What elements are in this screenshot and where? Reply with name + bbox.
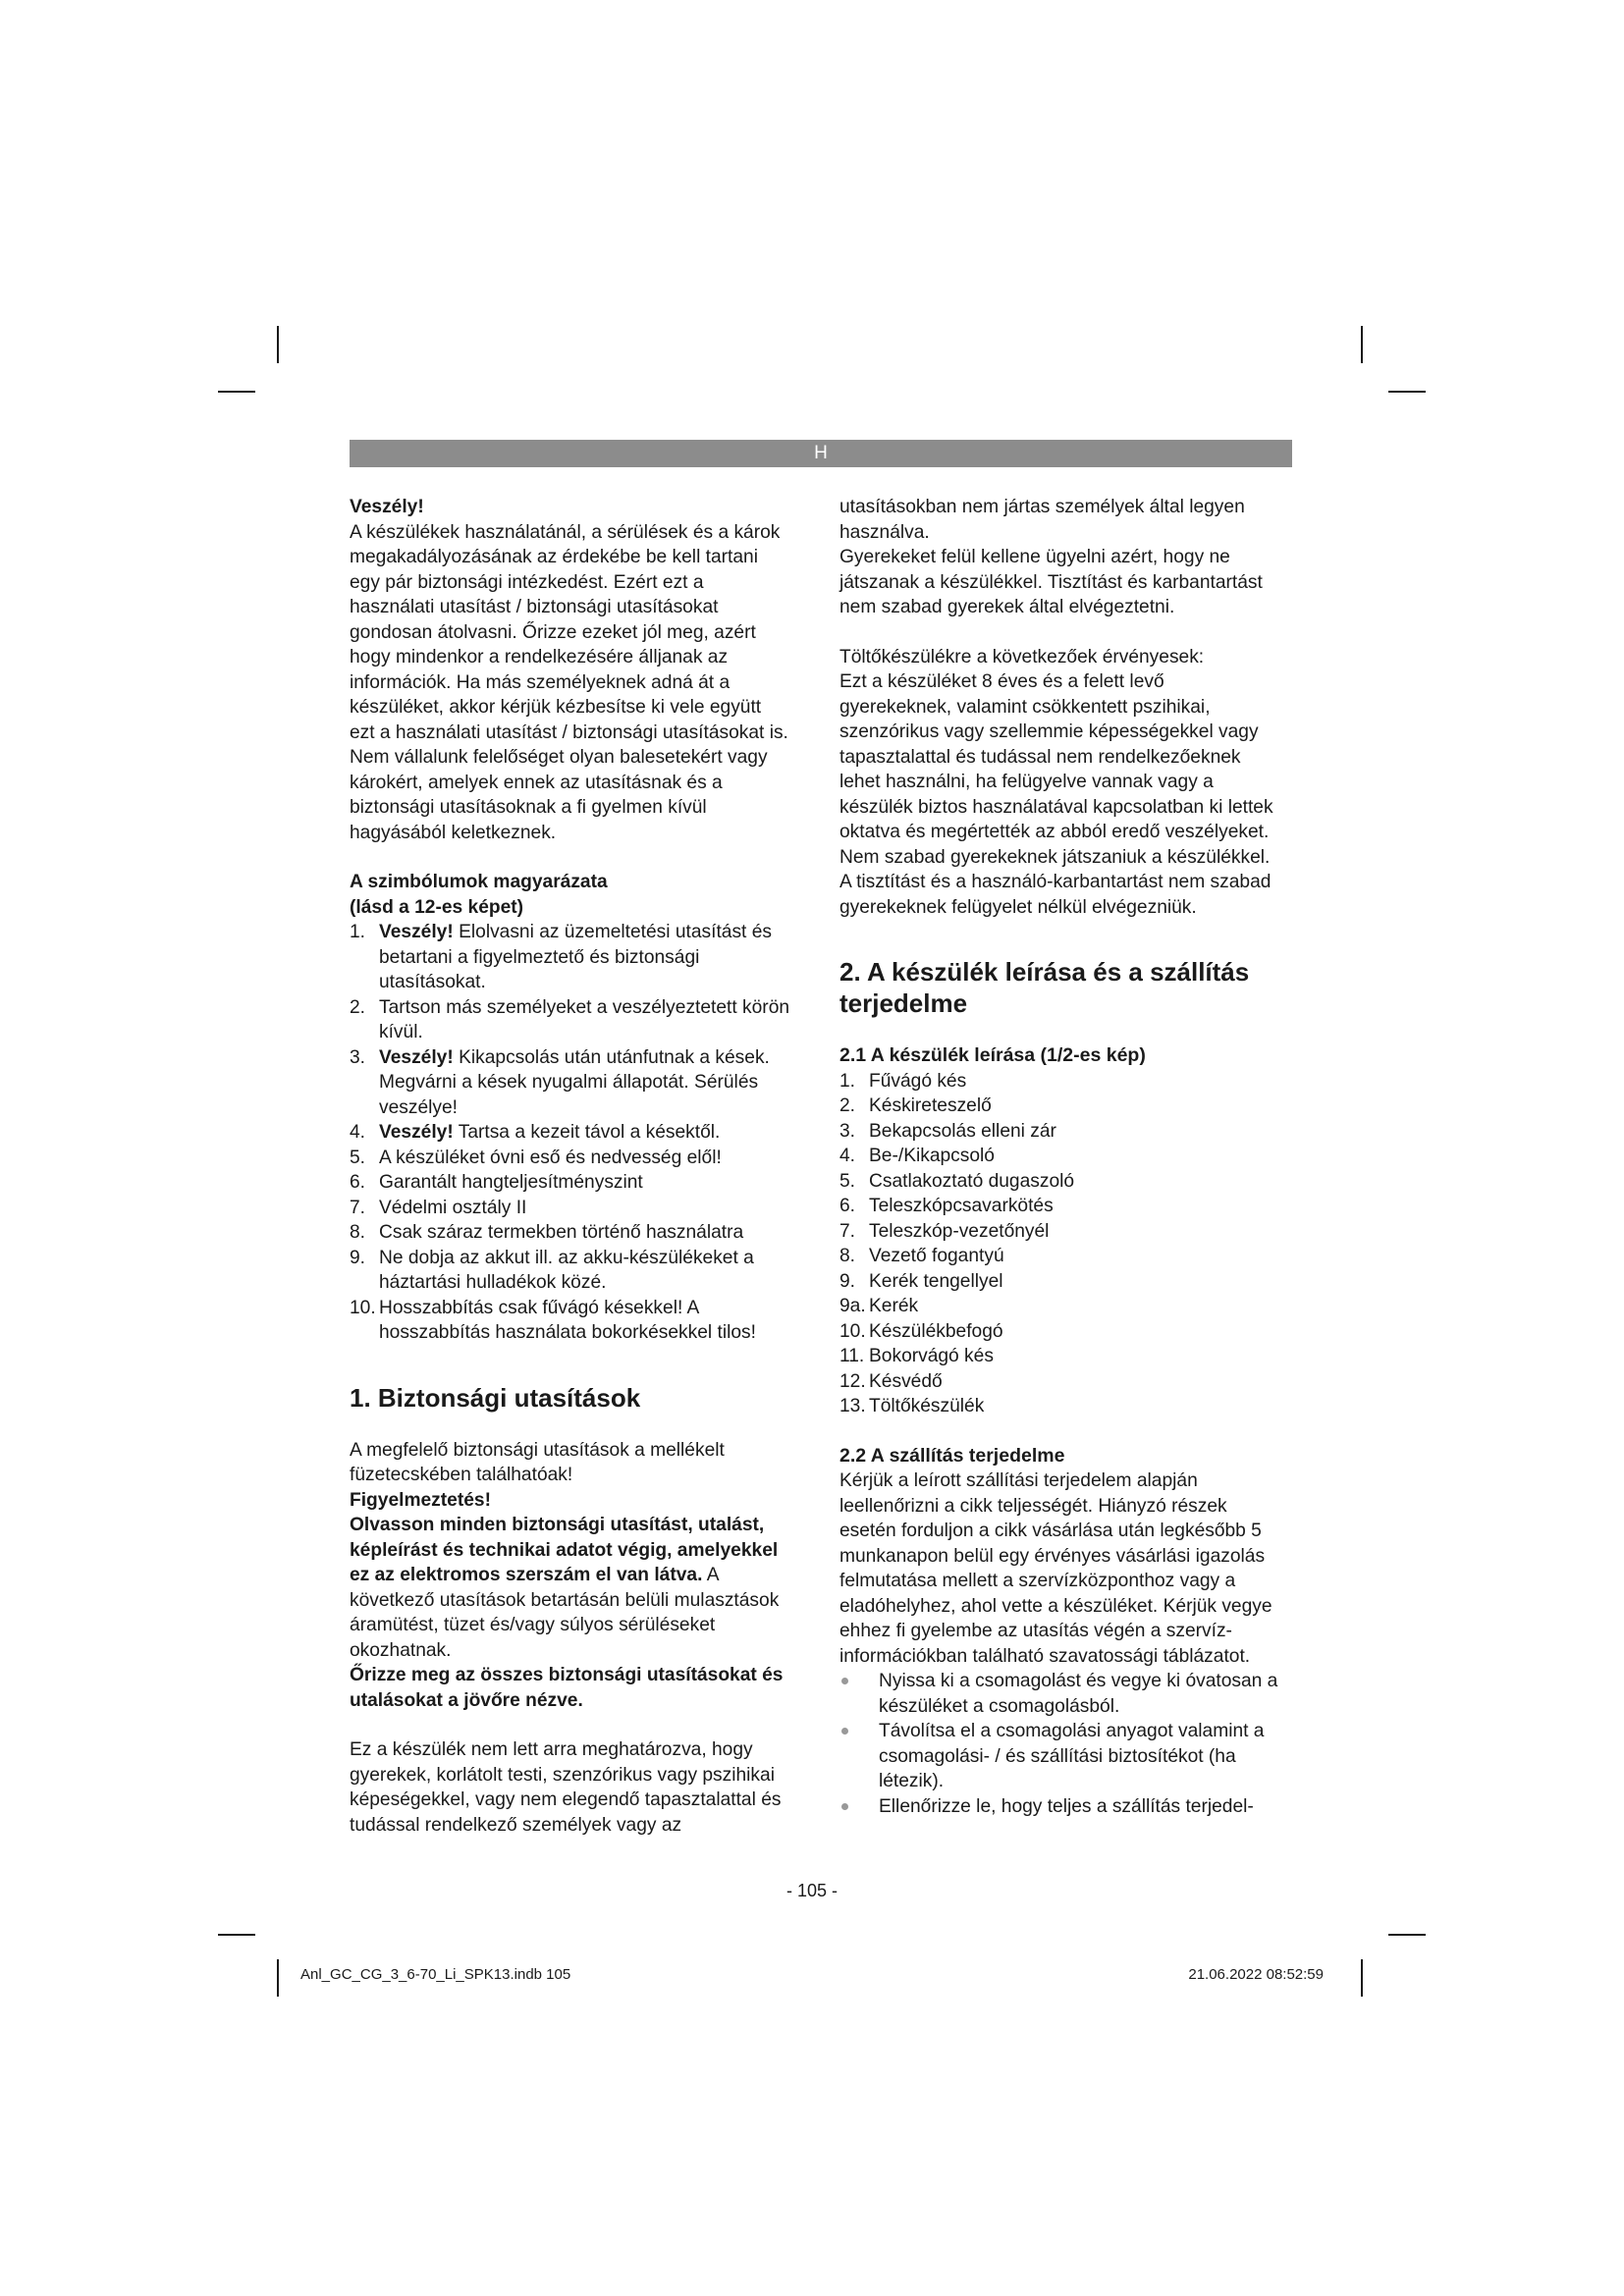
part-label: Teleszkóp-vezetőnyél <box>869 1220 1050 1242</box>
symbol-item <box>350 1196 791 1221</box>
part-label: Csatlakoztató dugaszoló <box>869 1170 1075 1192</box>
part-number: 9. <box>839 1270 856 1292</box>
symbol-text: Kikapcsolás után utánfutnak a kések. Megvárni a kések nyugalmi állapotát. Sérülés veszélye! <box>379 1046 770 1118</box>
bullet-text: Ellenőrizze le, hogy teljes a szállítás terjedel- <box>879 1795 1254 1817</box>
part-label: Bekapcsolás elleni zár <box>869 1120 1056 1142</box>
symbol-number: 10. <box>350 1297 376 1318</box>
symbol-bold: Veszély! <box>379 1046 454 1068</box>
warning-bold: Olvasson minden biztonsági utasítást, utalást, képleírást és technikai adatot végig, amelyekkel ez az elektromos szerszám el van látva. <box>350 1515 779 1585</box>
crop-mark <box>277 1959 279 1997</box>
part-item <box>839 1294 1281 1319</box>
continuation-text: utasításokban nem jártas személyek által legyen használva. <box>839 497 1245 543</box>
symbol-item <box>350 1146 791 1171</box>
symbols-title: A szimbólumok magyarázata <box>350 872 608 892</box>
danger-text: A készülékek használatánál, a sérülések és a károk megakadályozásának az érdekébe be kell tartani egy pár biztonsági intézkedést. Ezért ezt a használati utasítást / biztonsági utasításokat gondosan átolvasni. Őrizze ezeket jól meg, azért hogy mindenkor a rendelkezésére álljanak az információk. Ha más személyeknek adná át a készüléket, akkor kérjük kézbesítse ki vele együtt ezt a használati utasítást / biztonsági utasításokat is. Nem vállalunk felelőséget olyan balesetekért vagy károkért, amelyek ennek az utasításnak és a biztonsági utasításoknak a fi gyelmen kívül hagyásából keletkeznek. <box>350 521 788 843</box>
part-label: Kerék <box>869 1296 919 1316</box>
symbol-text: Tartsa a kezeit távol a késektől. <box>453 1122 721 1143</box>
part-number: 12. <box>839 1370 866 1392</box>
bullet-text: Távolítsa el a csomagolási anyagot valamint a csomagolási- / és szállítási biztosítékot (ha létezik). <box>879 1721 1265 1791</box>
symbol-item <box>350 1220 791 1246</box>
footer-filename: Anl_GC_CG_3_6-70_Li_SPK13.indb 105 <box>300 1966 571 1983</box>
part-label: Késkireteszelő <box>869 1095 992 1116</box>
symbol-text: Elolvasni az üzemeltetési utasítást és betartani a figyelmeztető és biztonsági utasításokat. <box>379 922 772 992</box>
part-label: Teleszkópcsavarkötés <box>869 1196 1054 1216</box>
symbol-item <box>350 1246 791 1296</box>
symbol-bold: Veszély! <box>379 1122 454 1143</box>
right-column <box>839 495 1281 1819</box>
crop-mark <box>1388 1934 1426 1936</box>
part-item <box>839 1194 1281 1219</box>
part-label: Töltőkészülék <box>869 1396 985 1416</box>
symbol-item <box>350 920 791 995</box>
crop-mark <box>1361 1959 1363 1997</box>
symbol-number: 3. <box>350 1046 366 1068</box>
symbol-item <box>350 1120 791 1146</box>
symbol-item <box>350 995 791 1045</box>
section2-title: 2. A készülék leírása és a szállítás terjedelme <box>839 957 1250 1018</box>
page-number: - 105 - <box>785 1881 839 1900</box>
part-item <box>839 1269 1281 1295</box>
footer-timestamp: 21.06.2022 08:52:59 <box>1188 1966 1324 1983</box>
part-item <box>839 1394 1281 1419</box>
symbols-list <box>350 920 791 1346</box>
symbol-number: 8. <box>350 1222 366 1243</box>
sub22-title: 2.2 A szállítás terjedelme <box>839 1444 1065 1467</box>
part-item <box>839 1144 1281 1169</box>
parts-list <box>839 1069 1281 1419</box>
part-number: 11. <box>839 1346 865 1366</box>
symbol-number: 6. <box>350 1172 366 1193</box>
bullet-item <box>839 1794 1281 1820</box>
left-column <box>350 495 791 1838</box>
part-item <box>839 1219 1281 1245</box>
children-text: Gyerekeket felül kellene ügyelni azért, hogy ne játszanak a készülékkel. Tisztítást és karbantartást nem szabad gyerekek által elvégeztetni. <box>839 547 1263 617</box>
part-label: Fűvágó kés <box>869 1070 967 1092</box>
symbol-number: 2. <box>350 996 366 1018</box>
symbol-number: 7. <box>350 1197 366 1218</box>
symbol-number: 5. <box>350 1147 366 1168</box>
part-number: 9a. <box>839 1296 866 1316</box>
part-label: Készülékbefogó <box>869 1320 1003 1342</box>
crop-mark <box>277 326 279 363</box>
part-item <box>839 1169 1281 1195</box>
sub22-text: Kérjük a leírott szállítási terjedelem alapján leellenőrizni a cikk teljességét. Hiányzó részek esetén forduljon a cikk vásárlása után legkésőbb 5 munkanapon belül egy érvényes vásárlási igazolás felmutatása mellett a szervízközponthoz vagy a eladóhelyhez, ahol vette a készüléket. Kérjük vegye ehhez fi gyelembe az utasítás végén a szervíz-információkban található szavatossági táblázatot. <box>839 1470 1272 1667</box>
symbol-item <box>350 1045 791 1121</box>
part-number: 8. <box>839 1246 856 1266</box>
section1-title: 1. Biztonsági utasítások <box>350 1382 641 1413</box>
part-number: 2. <box>839 1095 856 1116</box>
bullet-dot-icon <box>841 1728 848 1735</box>
part-number: 7. <box>839 1220 856 1242</box>
part-number: 5. <box>839 1170 856 1192</box>
bullet-dot-icon <box>841 1678 848 1684</box>
part-item <box>839 1094 1281 1119</box>
part-number: 3. <box>839 1120 856 1142</box>
part-item <box>839 1069 1281 1095</box>
crop-mark <box>218 1934 255 1936</box>
part-number: 6. <box>839 1196 856 1216</box>
part-label: Be-/Kikapcsoló <box>869 1146 995 1166</box>
symbol-text: Ne dobja az akkut ill. az akku-készülékeket a háztartási hulladékok közé. <box>379 1247 754 1293</box>
bullet-dot-icon <box>841 1803 848 1810</box>
symbols-subtitle: (lásd a 12-es képet) <box>350 896 524 918</box>
symbol-number: 9. <box>350 1247 366 1268</box>
symbol-text: Védelmi osztály II <box>379 1197 527 1218</box>
warning-paragraph <box>350 1513 791 1663</box>
crop-mark <box>1361 326 1363 363</box>
part-number: 4. <box>839 1146 856 1166</box>
part-item <box>839 1119 1281 1145</box>
part-label: Bokorvágó kés <box>869 1346 994 1366</box>
symbol-text: Hosszabbítás csak fűvágó késekkel! A hosszabbítás használata bokorkésekkel tilos! <box>379 1297 756 1343</box>
symbol-number: 4. <box>350 1122 366 1143</box>
part-item <box>839 1344 1281 1369</box>
symbol-bold: Veszély! <box>379 922 454 942</box>
symbol-text: Garantált hangteljesítményszint <box>379 1172 643 1193</box>
language-header-bar <box>350 440 1292 467</box>
warning-title: Figyelmeztetés! <box>350 1489 491 1511</box>
part-label: Kerék tengellyel <box>869 1270 1003 1292</box>
part-number: 1. <box>839 1070 856 1092</box>
crop-mark <box>218 391 255 393</box>
part-number: 10. <box>839 1320 866 1342</box>
symbol-item <box>350 1170 791 1196</box>
crop-mark <box>1388 391 1426 393</box>
bullet-item <box>839 1719 1281 1794</box>
warning-text: A következő utasítások betartásán belüli mulasztások áramütést, tüzet és/vagy súlyos sérüléseket okozhatnak. <box>350 1565 780 1661</box>
charger-text: Ezt a készüléket 8 éves és a felett levő gyerekeknek, valamint csökkentett pszihikai, szenzórikus vagy szellemmie képességekkel vagy tapasztalattal és tudással nem rendelkezőeknek lehet használni, ha felügyelve vannak vagy a készülék biztos használatával kapcsolatban ki lettek oktatva és megértették az abból eredő veszélyeket. Nem szabad gyerekeknek játszaniuk a készülékkel. A tisztítást és a használó-karbantartást nem szabad gyerekeknek felügyelet nélkül elvégezniük. <box>839 671 1273 918</box>
bullet-text: Nyissa ki a csomagolást és vegye ki óvatosan a készüléket a csomagolásból. <box>879 1671 1278 1717</box>
device-text: Ez a készülék nem lett arra meghatározva, hogy gyerekek, korlátolt testi, szenzórikus vagy pszihikai képeségekkel, vagy nem elegendő tapasztalattal és tudással rendelkező személyek vagy az <box>350 1739 782 1836</box>
bullet-item <box>839 1669 1281 1719</box>
part-item <box>839 1319 1281 1345</box>
charger-title: Töltőkészülékre a következőek érvényesek: <box>839 646 1205 667</box>
symbol-text: Tartson más személyeket a veszélyeztetett körön kívül. <box>379 996 790 1042</box>
danger-title: Veszély! <box>350 497 424 517</box>
part-item <box>839 1244 1281 1269</box>
keep-instructions: Őrizze meg az összes biztonsági utasításokat és utalásokat a jövőre nézve. <box>350 1665 784 1711</box>
symbol-text: Csak száraz termekben történő használatra <box>379 1222 744 1243</box>
part-item <box>839 1369 1281 1395</box>
sub21-title: 2.1 A készülék leírása (1/2-es kép) <box>839 1044 1146 1066</box>
symbol-text: A készüléket óvni eső és nedvesség elől! <box>379 1147 722 1168</box>
symbol-number: 1. <box>350 922 366 942</box>
part-number: 13. <box>839 1396 866 1416</box>
part-label: Vezető fogantyú <box>869 1246 1004 1266</box>
bullet-list <box>839 1669 1281 1819</box>
part-label: Késvédő <box>869 1370 943 1392</box>
symbol-item <box>350 1296 791 1346</box>
section1-intro: A megfelelő biztonsági utasítások a mellékelt füzetecskében találhatóak! <box>350 1439 725 1485</box>
language-label: H <box>814 443 828 463</box>
